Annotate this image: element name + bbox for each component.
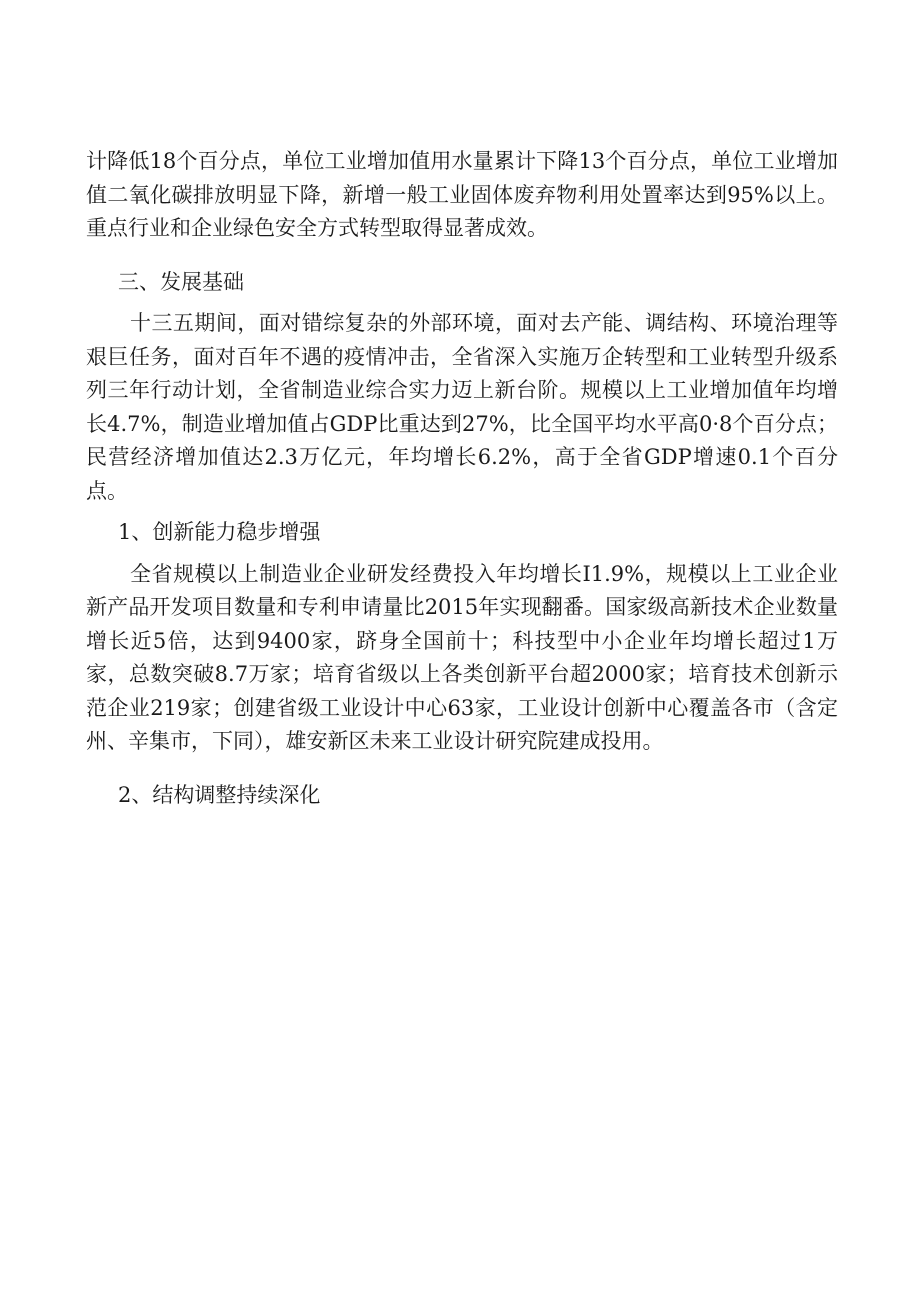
paragraph-continuation: 计降低18个百分点，单位工业增加值用水量累计下降13个百分点，单位工业增加值二氧化碳排放明显下降，新增一般工业固体废弃物利用处置率达到95%以上。重点行业和企业绿色安全方式转型取得显著成效。 — [86, 149, 838, 240]
section-heading-development-basis: 三、发展基础 — [118, 269, 244, 294]
document-body — [86, 145, 838, 812]
paragraph-innovation: 全省规模以上制造业企业研发经费投入年均增长I1.9%，规模以上工业企业新产品开发项目数量和专利申请量比2015年实现翻番。国家级高新技术企业数量增长近5倍，达到9400家，跻身全国前十；科技型中小企业年均增长超过1万家，总数突破8.7万家；培育省级以上各类创新平台超2000家；培育技术创新示范企业219家；创建省级工业设计中心63家，工业设计创新中心覆盖各市（含定州、辛集市，下同），雄安新区未来工业设计研究院建成投用。 — [86, 561, 838, 753]
paragraph-development-basis: 十三五期间，面对错综复杂的外部环境，面对去产能、调结构、环境治理等艰巨任务，面对百年不遇的疫情冲击，全省深入实施万企转型和工业转型升级系列三年行动计划，全省制造业综合实力迈上新台阶。规模以上工业增加值年均增长4.7%，制造业增加值占GDP比重达到27%，比全国平均水平高0·8个百分点；民营经济增加值达2.3万亿元，年均增长6.2%，高于全省GDP增速0.1个百分点。 — [86, 311, 838, 503]
subheading-innovation: 1、创新能力稳步增强 — [118, 520, 321, 544]
subheading-structural-adjustment: 2、结构调整持续深化 — [118, 782, 321, 807]
